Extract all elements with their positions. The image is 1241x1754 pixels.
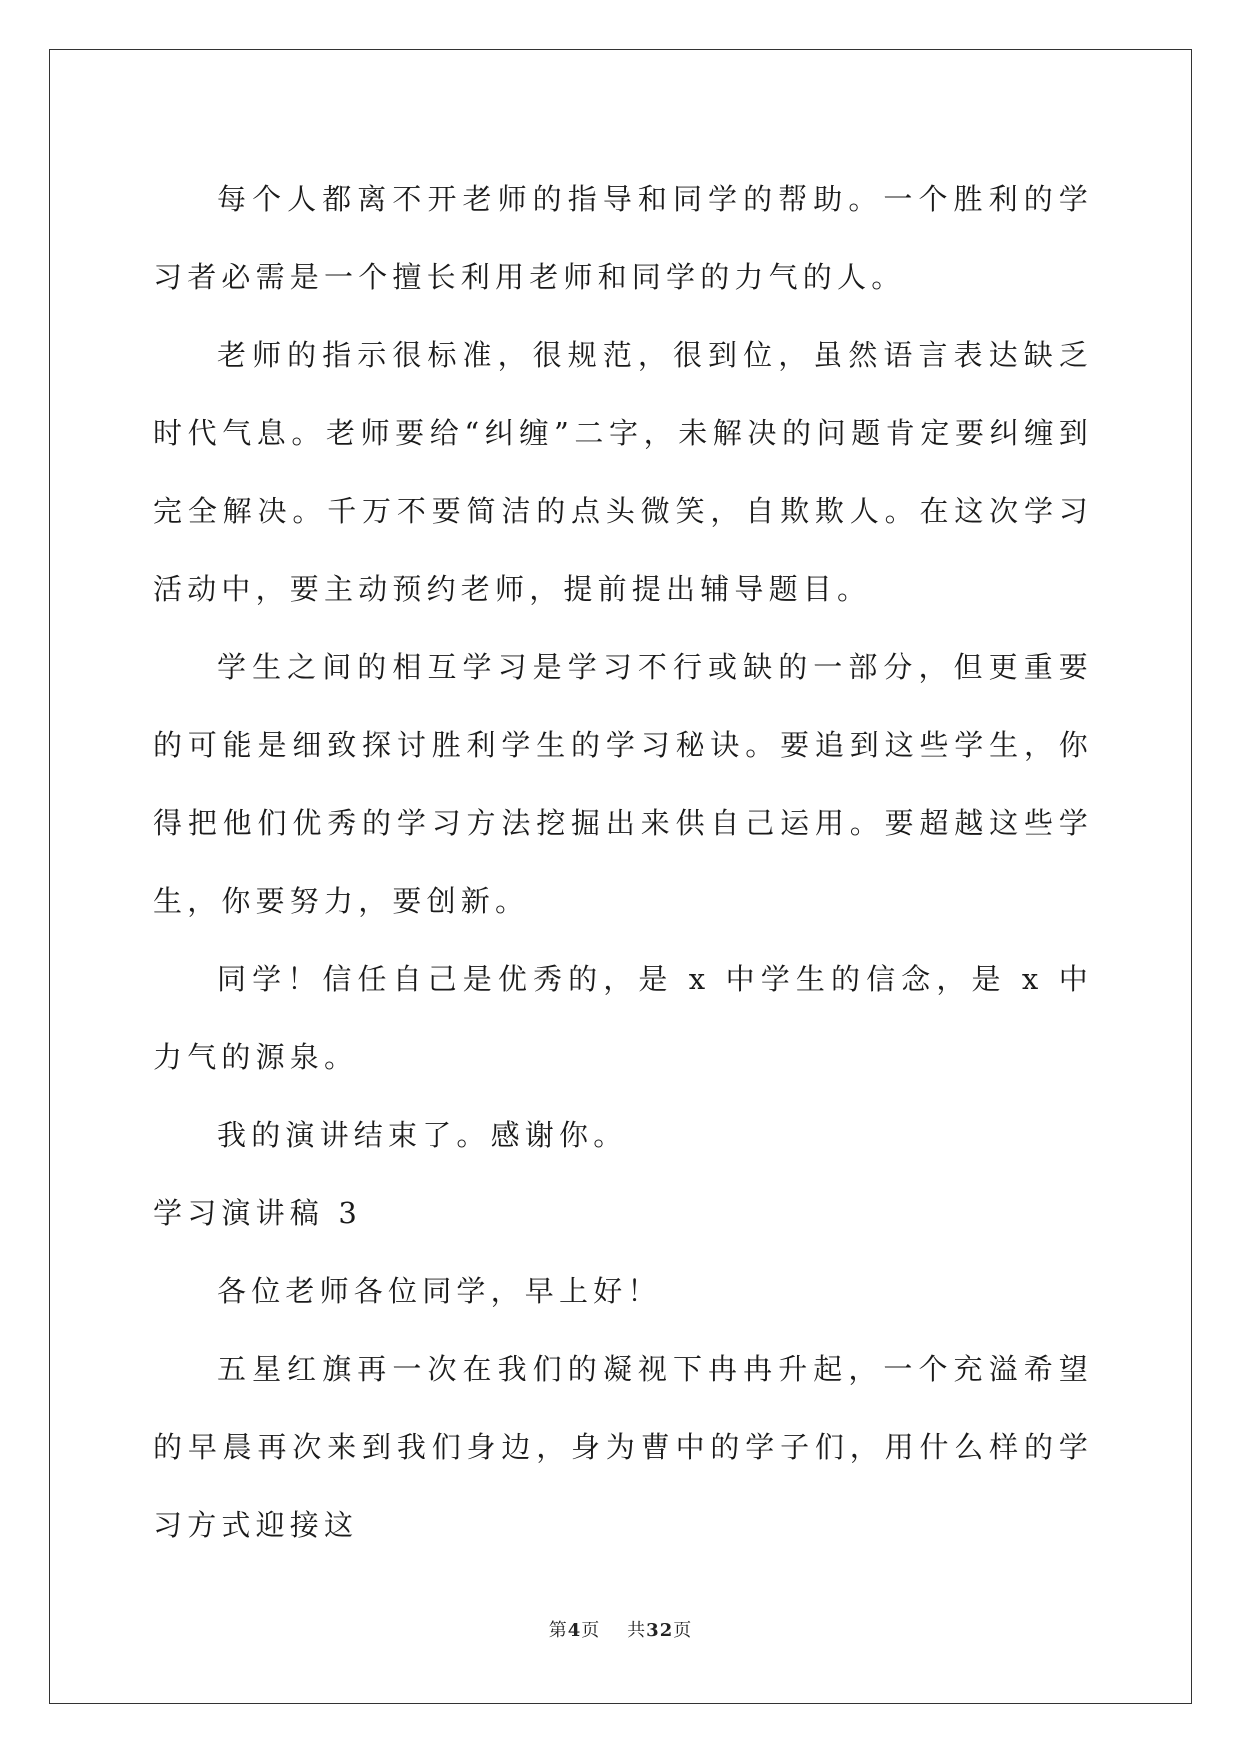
footer-total-prefix: 共 <box>627 1620 647 1641</box>
paragraph: 学生之间的相互学习是学习不行或缺的一部分，但更重要的可能是细致探讨胜利学生的学习秘诀。要追到这些学生，你得把他们优秀的学习方法挖掘出来供自己运用。要超越这些学生，你要努力，要创新。 <box>153 650 1093 918</box>
footer-page-suffix: 页 <box>581 1620 601 1641</box>
paragraph: 各位老师各位同学，早上好！ <box>217 1274 662 1308</box>
footer-total-suffix: 页 <box>673 1620 693 1641</box>
paragraph: 我的演讲结束了。感谢你。 <box>217 1118 628 1152</box>
footer-prefix: 第 <box>548 1620 568 1641</box>
paragraph: 五星红旗再一次在我们的凝视下冉冉升起，一个充溢希望的早晨再次来到我们身边，身为曹中的学子们，用什么样的学习方式迎接这 <box>153 1352 1093 1542</box>
paragraph: 同学！信任自己是优秀的，是 x 中学生的信念，是 x 中力气的源泉。 <box>153 962 1093 1074</box>
section-heading: 学习演讲稿 3 <box>153 1196 363 1230</box>
total-pages-number: 32 <box>646 1620 674 1641</box>
paragraph: 每个人都离不开老师的指导和同学的帮助。一个胜利的学习者必需是一个擅长利用老师和同学的力气的人。 <box>153 182 1093 294</box>
document-body <box>153 160 1093 1564</box>
page-footer <box>0 1616 1241 1642</box>
paragraph: 老师的指示很标准，很规范，很到位，虽然语言表达缺乏时代气息。老师要给“纠缠”二字，未解决的问题肯定要纠缠到完全解决。千万不要简洁的点头微笑，自欺欺人。在这次学习活动中，要主动预约老师，提前提出辅导题目。 <box>153 338 1093 606</box>
current-page-number: 4 <box>567 1620 582 1641</box>
